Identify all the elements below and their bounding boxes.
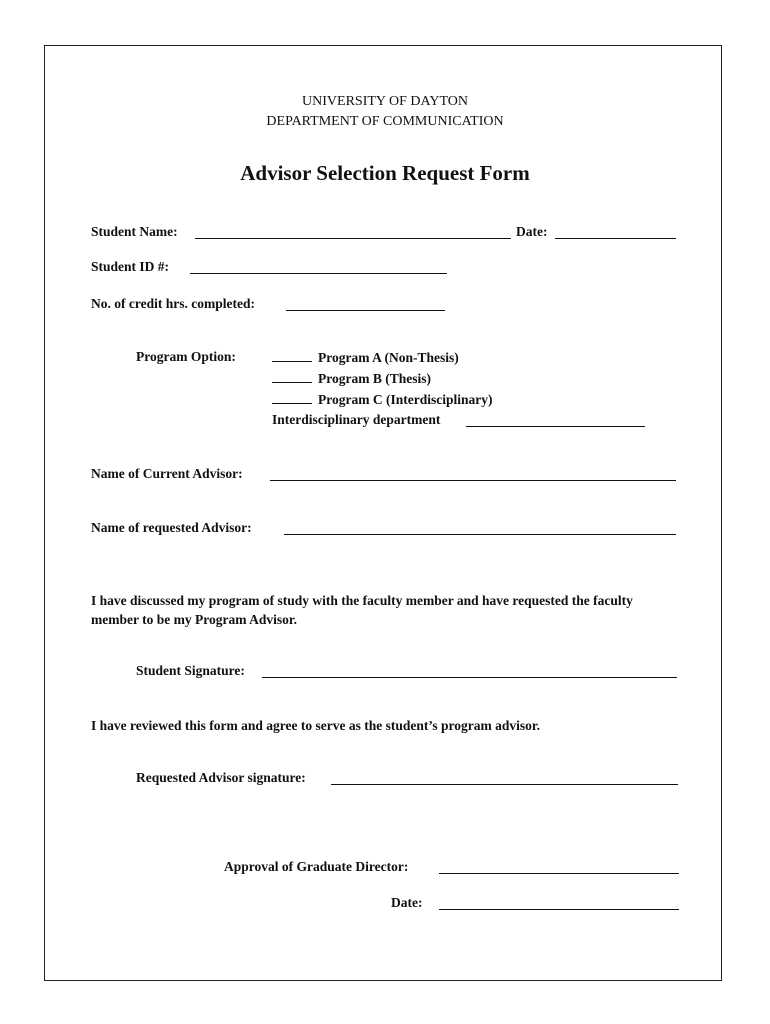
requested-advisor-field[interactable] <box>284 534 676 535</box>
student-statement: I have discussed my program of study with the faculty member and have requested the faculty member to be my Program Advisor. <box>91 593 633 627</box>
director-date-field[interactable] <box>439 909 679 910</box>
director-approval-field[interactable] <box>439 873 679 874</box>
program-b-checkbox[interactable] <box>272 370 312 383</box>
student-signature-label: Student Signature: <box>136 663 245 678</box>
program-c-checkbox[interactable] <box>272 391 312 404</box>
program-c-label: Program C (Interdisciplinary) <box>318 392 493 407</box>
date-field[interactable] <box>555 238 676 239</box>
requested-advisor-label: Name of requested Advisor: <box>91 520 252 535</box>
director-approval-label: Approval of Graduate Director: <box>224 859 409 874</box>
current-advisor-label: Name of Current Advisor: <box>91 466 243 481</box>
student-signature-field[interactable] <box>262 677 677 678</box>
program-a-checkbox[interactable] <box>272 349 312 362</box>
current-advisor-field[interactable] <box>270 480 676 481</box>
program-option-label: Program Option: <box>136 349 236 364</box>
interdisciplinary-department-label: Interdisciplinary department <box>272 412 441 427</box>
form-title: Advisor Selection Request Form <box>240 161 530 185</box>
student-id-field[interactable] <box>190 273 447 274</box>
department-name: DEPARTMENT OF COMMUNICATION <box>266 114 504 129</box>
student-name-label: Student Name: <box>91 224 178 239</box>
interdisciplinary-department-field[interactable] <box>466 426 645 427</box>
advisor-signature-field[interactable] <box>331 784 678 785</box>
university-name: UNIVERSITY OF DAYTON <box>302 94 468 109</box>
program-b-option[interactable] <box>272 370 431 387</box>
program-a-label: Program A (Non-Thesis) <box>318 350 459 365</box>
program-a-option[interactable] <box>272 349 459 366</box>
date-label: Date: <box>516 224 548 239</box>
advisor-statement: I have reviewed this form and agree to serve as the student’s program advisor. <box>91 718 540 733</box>
credit-hours-field[interactable] <box>286 310 445 311</box>
credit-hours-label: No. of credit hrs. completed: <box>91 296 255 311</box>
program-b-label: Program B (Thesis) <box>318 371 431 386</box>
student-id-label: Student ID #: <box>91 259 170 274</box>
director-date-label: Date: <box>391 895 423 910</box>
advisor-signature-label: Requested Advisor signature: <box>136 770 306 785</box>
student-name-field[interactable] <box>195 238 511 239</box>
program-c-option[interactable] <box>272 391 492 408</box>
